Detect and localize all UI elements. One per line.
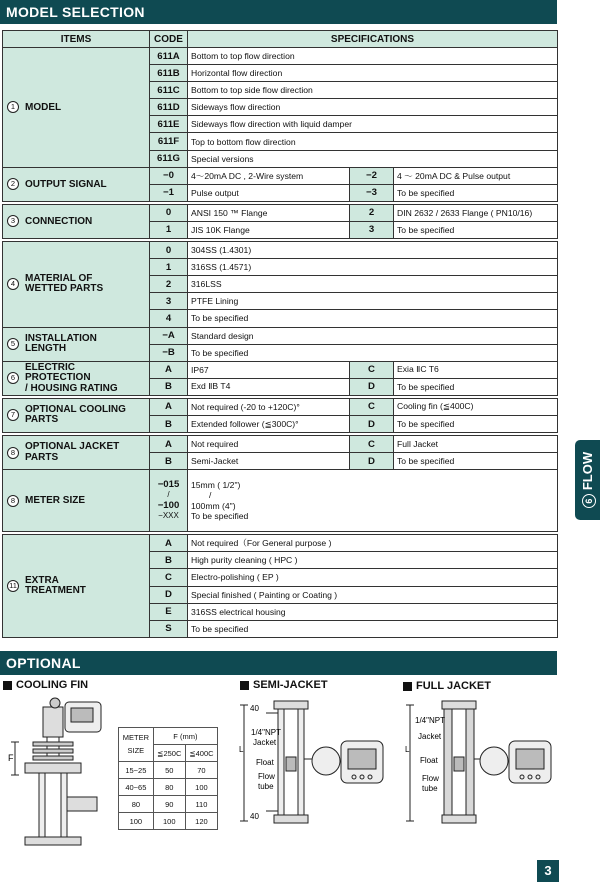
code-cell: 1 — [150, 259, 188, 276]
heading-text: SEMI-JACKET — [253, 679, 328, 691]
cooling-fin-diagram — [5, 697, 115, 847]
table-row — [3, 327, 558, 344]
code-cell: 611D — [150, 99, 188, 116]
item-optional-cooling — [3, 398, 150, 432]
tab-label: FLOW — [580, 451, 595, 491]
table-row — [3, 436, 558, 453]
spec-cell: To be specified — [191, 511, 249, 522]
spec-cell: Exia ⅡC T6 — [394, 361, 558, 378]
meter-codes — [150, 470, 188, 532]
code-cell: D — [350, 378, 394, 395]
item-label: LENGTH — [25, 343, 67, 355]
code-cell: C — [150, 569, 188, 586]
code-cell: 2 — [150, 276, 188, 293]
item-label: PROTECTION — [25, 372, 91, 384]
table-header-row — [3, 31, 558, 48]
spec-cell: Not required（For General purpose ) — [188, 535, 558, 552]
table-row — [3, 204, 558, 221]
item-output-signal — [3, 167, 150, 201]
table-row — [119, 813, 218, 830]
full-npt-label: 1/4"NPT — [415, 716, 445, 725]
section-title-bar — [0, 0, 557, 24]
semi-jacket-heading — [240, 679, 328, 691]
table-cell: 110 — [185, 796, 217, 813]
semi-flow-label: Flow — [258, 772, 275, 781]
spec-cell: ANSI 150 ™ Flange — [188, 204, 350, 221]
flow-side-tab — [575, 440, 600, 520]
spec-cell: High purity cleaning ( HPC ) — [188, 552, 558, 569]
header-text: METER — [122, 732, 149, 742]
spec-cell: / — [209, 490, 212, 501]
item-label: MODEL — [25, 101, 62, 113]
code-cell: D — [350, 415, 394, 432]
code-cell: B — [150, 415, 188, 432]
table-row — [119, 796, 218, 813]
item-label: PARTS — [25, 451, 59, 463]
item-label: OPTIONAL COOLING — [25, 403, 126, 415]
table-row — [3, 48, 558, 65]
code-cell: −3 — [350, 184, 394, 201]
page-number: 3 — [537, 860, 559, 882]
spec-cell: Pulse output — [188, 184, 350, 201]
spec-cell: Top to bottom flow direction — [188, 133, 558, 150]
item-extra-treatment — [3, 535, 150, 638]
spec-cell: 316LSS — [188, 276, 558, 293]
item-optional-jacket — [3, 436, 150, 470]
fin-header-f: F (mm) — [153, 728, 217, 745]
spec-cell: JIS 10K Flange — [188, 221, 350, 238]
semi-jacket-label: Jacket — [253, 738, 277, 747]
code-cell: 3 — [350, 221, 394, 238]
code-cell: / — [167, 490, 170, 500]
table-cell: 100 — [185, 779, 217, 796]
code-cell: 611A — [150, 48, 188, 65]
table-cell: 120 — [185, 813, 217, 830]
section-title: MODEL SELECTION — [6, 4, 145, 20]
fin-header-meter-size — [119, 728, 154, 762]
item-electric-protection — [3, 361, 150, 395]
item-number: 8 — [7, 495, 19, 507]
code-cell: A — [150, 398, 188, 415]
item-number: 5 — [7, 338, 19, 350]
table-cell: 40~65 — [119, 779, 154, 796]
header-text: SIZE — [127, 746, 145, 755]
item-number: 2 — [7, 178, 19, 190]
spec-cell: To be specified — [394, 378, 558, 395]
spec-cell: 304SS (1.4301) — [188, 242, 558, 259]
code-cell: B — [150, 552, 188, 569]
code-cell: 611F — [150, 133, 188, 150]
item-label: OUTPUT SIGNAL — [25, 178, 107, 190]
spec-cell: Sideways flow direction with liquid damper — [188, 116, 558, 133]
semi-tube-label: tube — [258, 782, 274, 791]
item-label: INSTALLATION — [25, 332, 97, 344]
full-tube-label: tube — [422, 784, 438, 793]
code-cell: 0 — [150, 242, 188, 259]
spec-cell: Standard design — [188, 327, 558, 344]
item-number: 7 — [7, 409, 19, 421]
spec-cell: 4 ～ 20mA DC & Pulse output — [394, 167, 558, 184]
spec-cell: Full Jacket — [394, 436, 558, 453]
table-row — [3, 167, 558, 184]
table-row — [3, 242, 558, 259]
fin-dimension-label: F — [8, 753, 14, 763]
spec-cell: Bottom to top side flow direction — [188, 82, 558, 99]
table-cell: 80 — [153, 779, 185, 796]
code-cell: −A — [150, 327, 188, 344]
semi-jacket-diagram — [238, 697, 388, 827]
tab-number: 6 — [582, 494, 596, 508]
full-jacket-heading — [403, 680, 491, 692]
code-cell: S — [150, 620, 188, 637]
spec-cell: Exd ⅡB T4 — [188, 378, 350, 395]
code-cell: C — [350, 361, 394, 378]
spec-cell: Not required — [188, 436, 350, 453]
spec-cell: Special versions — [188, 150, 558, 167]
header-items: ITEMS — [3, 31, 150, 48]
code-cell: 611E — [150, 116, 188, 133]
code-cell: A — [150, 361, 188, 378]
code-cell: 4 — [150, 310, 188, 327]
spec-cell: PTFE Lining — [188, 293, 558, 310]
spec-cell: 316SS electrical housing — [188, 603, 558, 620]
code-cell: −XXX — [158, 511, 179, 521]
spec-cell: 100mm (4") — [191, 500, 236, 511]
item-model — [3, 48, 150, 168]
code-cell: −0 — [150, 167, 188, 184]
square-bullet-icon — [403, 682, 412, 691]
heading-text: FULL JACKET — [416, 680, 491, 692]
semi-float-label: Float — [256, 758, 274, 767]
spec-cell: Horizontal flow direction — [188, 65, 558, 82]
table-cell: 100 — [119, 813, 154, 830]
code-cell: C — [350, 398, 394, 415]
code-cell: D — [350, 453, 394, 470]
semi-top-dim: 40 — [250, 704, 259, 713]
spec-cell: 15mm ( 1/2") — [191, 479, 241, 490]
table-row — [3, 398, 558, 415]
item-label: WETTED PARTS — [25, 283, 104, 295]
spec-cell: Extended follower (≦300C)° — [188, 415, 350, 432]
item-label: EXTRA — [25, 574, 59, 586]
item-number: 6 — [7, 372, 19, 384]
item-label: CONNECTION — [25, 215, 93, 227]
item-label: MATERIAL OF — [25, 272, 93, 284]
code-cell: −1 — [150, 184, 188, 201]
item-label: / HOUSING RATING — [25, 382, 118, 394]
spec-cell: Electro-polishing ( EP ) — [188, 569, 558, 586]
full-jacket-diagram — [404, 697, 554, 827]
meter-specs — [188, 470, 558, 532]
item-label: TREATMENT — [25, 585, 86, 597]
code-cell: A — [150, 436, 188, 453]
square-bullet-icon — [240, 681, 249, 690]
header-code: CODE — [150, 31, 188, 48]
code-cell: 2 — [350, 204, 394, 221]
item-label: OPTIONAL JACKET — [25, 441, 120, 453]
table-row — [3, 361, 558, 378]
item-number: 3 — [7, 215, 19, 227]
table-cell: 15~25 — [119, 762, 154, 779]
spec-cell: DIN 2632 / 2633 Flange ( PN10/16) — [394, 204, 558, 221]
spec-cell: IP67 — [188, 361, 350, 378]
code-cell: −2 — [350, 167, 394, 184]
semi-length-label: L — [239, 745, 244, 754]
item-number: 8 — [7, 447, 19, 459]
code-cell: 3 — [150, 293, 188, 310]
full-float-label: Float — [420, 756, 438, 765]
table-row — [119, 728, 218, 745]
code-cell: −B — [150, 344, 188, 361]
table-row — [3, 470, 558, 532]
table-cell: 70 — [185, 762, 217, 779]
spec-cell: To be specified — [394, 415, 558, 432]
code-cell: E — [150, 603, 188, 620]
spec-cell: To be specified — [394, 221, 558, 238]
fin-header-400: ≦400C — [185, 745, 217, 762]
code-cell: −100 — [157, 499, 180, 511]
model-selection-table — [2, 30, 558, 638]
item-number: 11 — [7, 580, 19, 592]
code-cell: 1 — [150, 221, 188, 238]
code-cell: B — [150, 453, 188, 470]
spec-cell: Not required (-20 to +120C)° — [188, 398, 350, 415]
table-cell: 50 — [153, 762, 185, 779]
code-cell: 611B — [150, 65, 188, 82]
item-number: 4 — [7, 278, 19, 290]
code-cell: 0 — [150, 204, 188, 221]
table-row — [3, 535, 558, 552]
table-cell: 100 — [153, 813, 185, 830]
spec-cell: Sideways flow direction — [188, 99, 558, 116]
table-cell: 80 — [119, 796, 154, 813]
spec-cell: 4～20mA DC , 2-Wire system — [188, 167, 350, 184]
cooling-fin-table — [118, 727, 218, 830]
item-installation-length — [3, 327, 150, 361]
table-row — [119, 779, 218, 796]
fin-header-250: ≦250C — [153, 745, 185, 762]
spec-cell: Bottom to top flow direction — [188, 48, 558, 65]
code-cell: C — [350, 436, 394, 453]
spec-cell: Semi-Jacket — [188, 453, 350, 470]
optional-title-bar — [0, 651, 557, 675]
square-bullet-icon — [3, 681, 12, 690]
item-connection — [3, 204, 150, 238]
item-material — [3, 242, 150, 327]
spec-cell: To be specified — [188, 310, 558, 327]
spec-cell: To be specified — [394, 184, 558, 201]
code-cell: D — [150, 586, 188, 603]
optional-title: OPTIONAL — [6, 655, 81, 671]
full-jacket-label: Jacket — [418, 732, 442, 741]
table-cell: 90 — [153, 796, 185, 813]
full-length-label: L — [405, 745, 410, 754]
cooling-fin-heading — [3, 679, 88, 691]
code-cell: B — [150, 378, 188, 395]
semi-npt-label: 1/4"NPT — [251, 728, 281, 737]
spec-cell: 316SS (1.4571) — [188, 259, 558, 276]
table-row — [119, 762, 218, 779]
code-cell: −015 — [157, 478, 180, 490]
code-cell: 611C — [150, 82, 188, 99]
heading-text: COOLING FIN — [16, 679, 89, 691]
item-number: 1 — [7, 101, 19, 113]
code-cell: 611G — [150, 150, 188, 167]
item-label: ELECTRIC — [25, 361, 75, 373]
spec-cell: To be specified — [188, 344, 558, 361]
spec-cell: To be specified — [188, 620, 558, 637]
spec-cell: To be specified — [394, 453, 558, 470]
header-specifications: SPECIFICATIONS — [188, 31, 558, 48]
spec-cell: Cooling fin (≦400C) — [394, 398, 558, 415]
code-cell: A — [150, 535, 188, 552]
spec-cell: Special finished ( Painting or Coating ) — [188, 586, 558, 603]
semi-bottom-dim: 40 — [250, 812, 259, 821]
item-meter-size — [3, 470, 150, 532]
full-flow-label: Flow — [422, 774, 439, 783]
item-label: METER SIZE — [25, 495, 86, 507]
item-label: PARTS — [25, 414, 59, 426]
